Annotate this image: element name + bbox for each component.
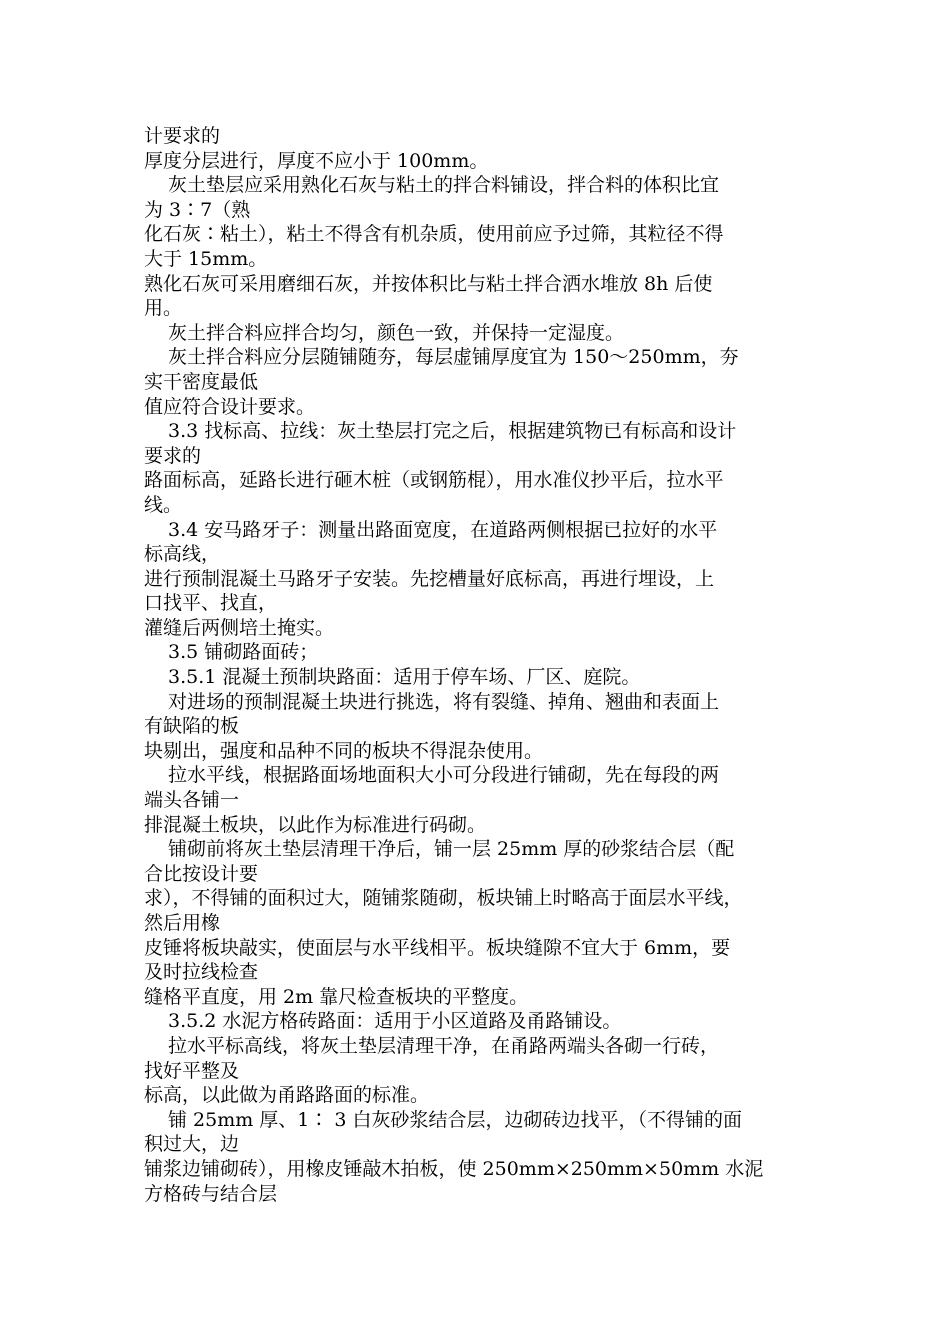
text-line: 实干密度最低 [144,370,259,393]
text-line: 积过大，边 [144,1133,240,1156]
section-heading-3-5-1: 3.5.1 混凝土预制块路面：适用于停车场、厂区、庭院。 [168,666,641,689]
text-line: 对进场的预制混凝土块进行挑选，将有裂缝、掉角、翘曲和表面上 [168,690,720,713]
section-heading-3-5-2: 3.5.2 水泥方格砖路面：适用于小区道路及甬路铺设。 [168,1010,622,1033]
text-line: 求），不得铺的面积过大，随铺浆随砌，板块铺上时略高于面层水平线， [144,887,743,910]
section-heading-3-3: 3.3 找标高、拉线：灰土垫层打完之后，根据建筑物已有标高和设计 [168,420,737,443]
text-line: 合比按设计要 [144,862,259,885]
text-line: 铺浆边铺砌砖），用橡皮锤敲木拍板，使 250mm×250mm×50mm 水泥 [144,1157,764,1180]
text-line: 线。 [144,493,183,516]
text-line: 然后用橡 [144,912,221,934]
section-heading-3-4: 3.4 安马路牙子：测量出路面宽度，在道路两侧根据已拉好的水平 [168,518,718,541]
text-line: 端头各铺一 [144,789,240,812]
text-line: 标高线， [144,543,221,566]
text-line: 块剔出，强度和品种不同的板块不得混杂使用。 [144,739,544,762]
text-line: 方格砖与结合层 [144,1182,278,1205]
text-line: 计要求的 [144,125,221,147]
text-line: 铺 25mm 厚、1∶ 3 白灰砂浆结合层，边砌砖边找平，（不得铺的面 [168,1108,743,1131]
text-line: 厚度分层进行，厚度不应小于 100mm。 [144,149,489,172]
section-heading-3-5: 3.5 铺砌路面砖； [168,641,319,664]
document-body [144,124,814,1206]
text-line: 及时拉线检查 [144,961,259,984]
text-line: 大于 15mm。 [144,247,268,270]
text-line: 标高，以此做为甬路路面的标准。 [144,1084,430,1107]
text-line: 拉水平线，根据路面场地面积大小可分段进行铺砌，先在每段的两 [168,764,720,787]
text-line: 要求的 [144,444,202,467]
text-line: 灌缝后两侧培土掩实。 [144,616,335,639]
text-line: 为 3∶7（熟 [144,198,251,221]
text-line: 化石灰∶粘土），粘土不得含有机杂质，使用前应予过筛，其粒径不得 [144,223,724,246]
text-line: 用。 [144,297,183,320]
text-line: 铺砌前将灰土垫层清理干净后，铺一层 25mm 厚的砂浆结合层（配 [168,838,735,861]
text-line: 找好平整及 [144,1059,240,1082]
text-line: 灰土拌合料应拌合均匀，颜色一致，并保持一定湿度。 [168,321,625,344]
text-line: 值应符合设计要求。 [144,395,316,418]
text-line: 口找平、找直， [144,592,278,615]
text-line: 路面标高，延路长进行砸木桩（或钢筋棍），用水准仪抄平后，拉水平 [144,469,724,492]
text-line: 灰土拌合料应分层随铺随夯，每层虚铺厚度宜为 150～250mm，夯 [168,346,739,369]
text-line: 缝格平直度，用 2m 靠尺检查板块的平整度。 [144,985,529,1008]
text-line: 皮锤将板块敲实，使面层与水平线相平。板块缝隙不宜大于 6mm，要 [144,936,731,959]
text-line: 熟化石灰可采用磨细石灰，并按体积比与粘土拌合洒水堆放 8h 后使 [144,272,713,295]
text-line: 有缺陷的板 [144,715,240,738]
text-line: 拉水平标高线，将灰土垫层清理干净，在甬路两端头各砌一行砖， [168,1034,720,1057]
text-line: 进行预制混凝土马路牙子安装。先挖槽量好底标高，再进行埋设，上 [144,567,715,590]
text-line: 排混凝土板块，以此作为标准进行码砌。 [144,813,487,836]
text-line: 灰土垫层应采用熟化石灰与粘土的拌合料铺设，拌合料的体积比宜 [168,174,720,197]
